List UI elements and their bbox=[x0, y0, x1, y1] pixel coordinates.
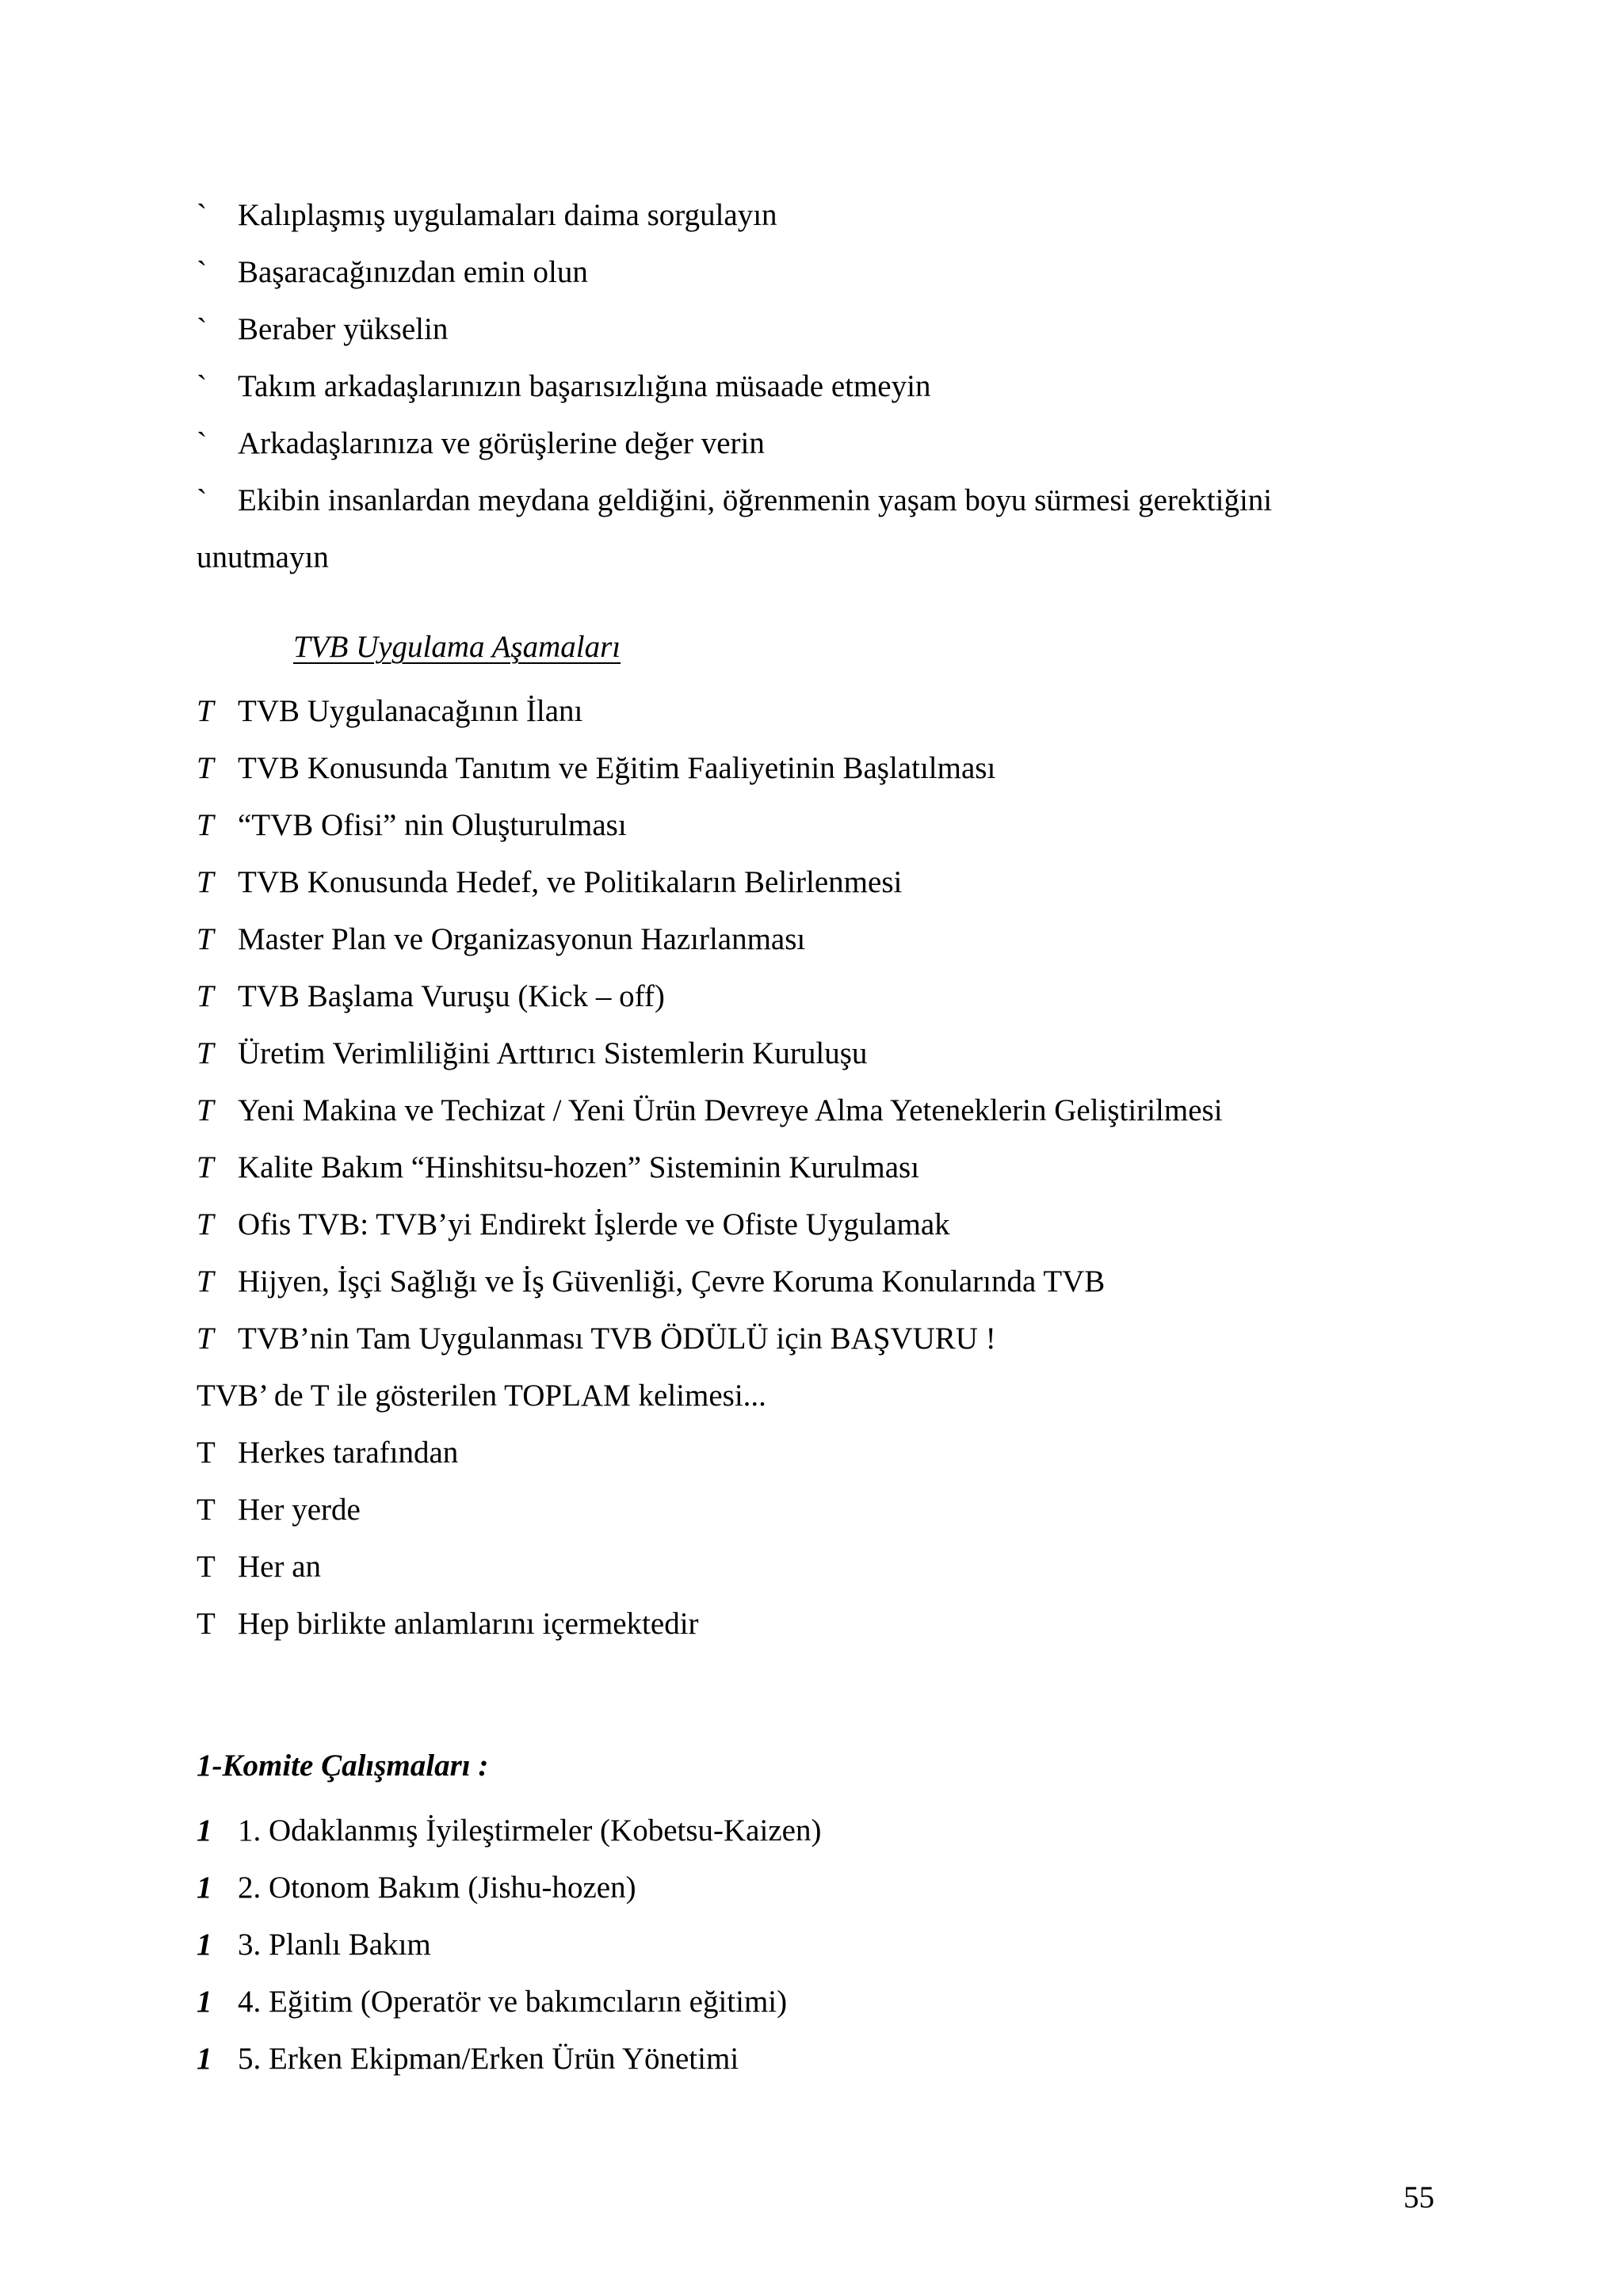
list-item-text: 3. Planlı Bakım bbox=[238, 1928, 431, 1962]
t-marker: T bbox=[197, 694, 214, 728]
list-item-text: 1. Odaklanmış İyileştirmeler (Kobetsu-Kaizen) bbox=[238, 1814, 822, 1848]
list-item-text: 2. Otonom Bakım (Jishu-hozen) bbox=[238, 1871, 636, 1905]
bullet-marker: ` bbox=[197, 425, 208, 461]
list-item-text: Hijyen, İşçi Sağlığı ve İş Güvenliği, Çevre Koruma Konularında TVB bbox=[238, 1264, 1106, 1299]
list-item-text: TVB Konusunda Tanıtım ve Eğitim Faaliyetinin Başlatılması bbox=[238, 751, 996, 785]
number-marker: 1 bbox=[197, 2042, 212, 2076]
list-item-text: Beraber yükselin bbox=[238, 312, 449, 346]
paragraph: TVB’ de T ile gösterilen TOPLAM kelimesi... bbox=[197, 1379, 766, 1413]
list-item-text: Ekibin insanlardan meydana geldiğini, öğrenmenin yaşam boyu sürmesi gerektiğini bbox=[238, 483, 1273, 517]
number-marker: 1 bbox=[197, 1985, 212, 2019]
list-item-text: Yeni Makina ve Techizat / Yeni Ürün Devreye Alma Yeteneklerin Geliştirilmesi bbox=[238, 1093, 1223, 1127]
number-marker: 1 bbox=[197, 1928, 212, 1962]
list-item-text: TVB Başlama Vuruşu (Kick – off) bbox=[238, 979, 665, 1013]
list-item-text: “TVB Ofisi” nin Oluşturulması bbox=[238, 808, 627, 842]
bullet-marker: ` bbox=[197, 197, 208, 233]
list-item-text: Arkadaşlarınıza ve görüşlerine değer verin bbox=[238, 426, 765, 460]
t-marker: T bbox=[197, 865, 214, 899]
list-item-text: 4. Eğitim (Operatör ve bakımcıların eğitimi) bbox=[238, 1985, 788, 2019]
t-marker: T bbox=[197, 1207, 214, 1241]
section-heading: TVB Uygulama Aşamaları bbox=[293, 630, 621, 664]
list-item-text: TVB Uygulanacağının İlanı bbox=[238, 694, 583, 728]
t-marker: T bbox=[197, 1607, 216, 1641]
section-heading: 1-Komite Çalışmaları : bbox=[197, 1749, 489, 1783]
t-marker: T bbox=[197, 751, 214, 785]
list-item-text: Kalıplaşmış uygulamaları daima sorgulayın bbox=[238, 198, 777, 232]
t-marker: T bbox=[197, 1322, 214, 1356]
t-marker: T bbox=[197, 1436, 216, 1470]
list-item-text: TVB Konusunda Hedef, ve Politikaların Belirlenmesi bbox=[238, 865, 903, 899]
list-item-text: Her yerde bbox=[238, 1493, 361, 1527]
t-marker: T bbox=[197, 1093, 214, 1127]
t-marker: T bbox=[197, 808, 214, 842]
list-item-continuation: unutmayın bbox=[197, 540, 329, 574]
t-marker: T bbox=[197, 1493, 216, 1527]
list-item-text: Hep birlikte anlamlarını içermektedir bbox=[238, 1607, 699, 1641]
number-marker: 1 bbox=[197, 1814, 212, 1848]
list-item-text: Master Plan ve Organizasyonun Hazırlanması bbox=[238, 922, 806, 956]
t-marker: T bbox=[197, 1264, 214, 1299]
list-item-text: Her an bbox=[238, 1550, 322, 1584]
list-item-text: 5. Erken Ekipman/Erken Ürün Yönetimi bbox=[238, 2042, 739, 2076]
t-marker: T bbox=[197, 922, 214, 956]
t-marker: T bbox=[197, 1550, 216, 1584]
bullet-marker: ` bbox=[197, 368, 208, 404]
list-item-text: Ofis TVB: TVB’yi Endirekt İşlerde ve Ofiste Uygulamak bbox=[238, 1207, 950, 1241]
bullet-marker: ` bbox=[197, 254, 208, 290]
list-item-text: Başaracağınızdan emin olun bbox=[238, 255, 588, 289]
number-marker: 1 bbox=[197, 1871, 212, 1905]
t-marker: T bbox=[197, 1150, 214, 1184]
list-item-text: Takım arkadaşlarınızın başarısızlığına müsaade etmeyin bbox=[238, 369, 931, 403]
bullet-marker: ` bbox=[197, 311, 208, 347]
t-marker: T bbox=[197, 979, 214, 1013]
list-item-text: Kalite Bakım “Hinshitsu-hozen” Sisteminin Kurulması bbox=[238, 1150, 920, 1184]
list-item-text: TVB’nin Tam Uygulanması TVB ÖDÜLÜ için BAŞVURU ! bbox=[238, 1322, 996, 1356]
list-item-text: Herkes tarafından bbox=[238, 1436, 459, 1470]
bullet-marker: ` bbox=[197, 482, 208, 518]
page-number: 55 bbox=[1403, 2180, 1434, 2214]
t-marker: T bbox=[197, 1036, 214, 1070]
list-item-text: Üretim Verimliliğini Arttırıcı Sistemlerin Kuruluşu bbox=[238, 1036, 868, 1070]
